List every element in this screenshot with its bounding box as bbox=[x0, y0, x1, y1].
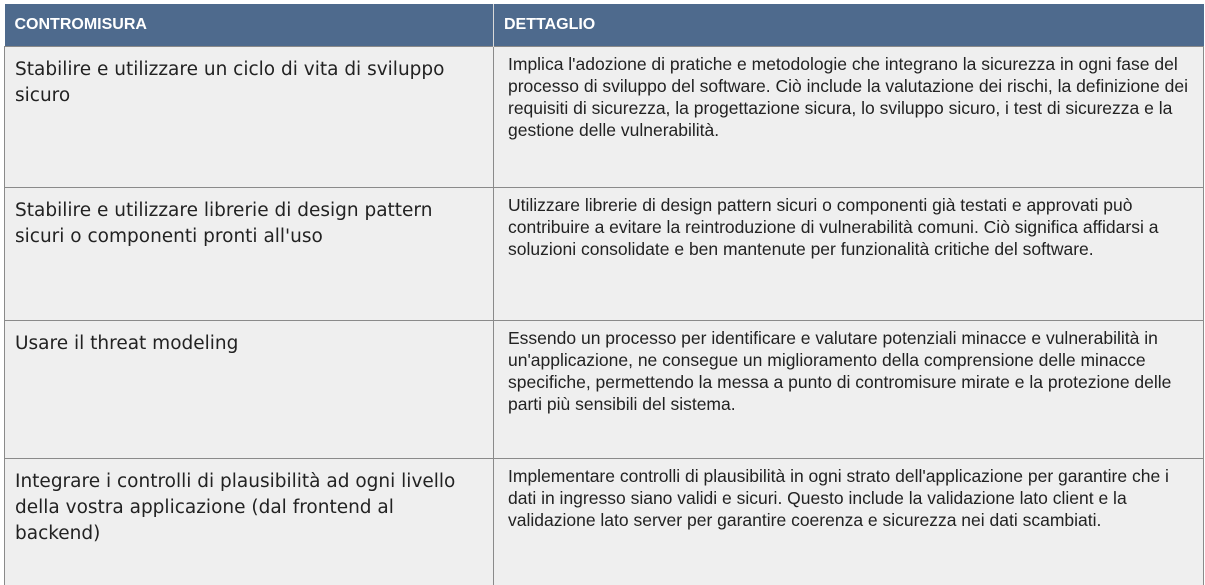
detail-cell: Implementare controlli di plausibilità in ogni strato dell'applicazione per garantire che i dati in ingresso siano validi e sicuri. Questo include la validazione lato client e la validazione lato server per garantire coerenza e sicurezza nei dati scambiati. bbox=[494, 459, 1204, 585]
table-header bbox=[5, 4, 1204, 47]
table-body bbox=[5, 47, 1204, 585]
detail-cell: Implica l'adozione di pratiche e metodologie che integrano la sicurezza in ogni fase del processo di sviluppo del software. Ciò include la valutazione dei rischi, la definizione dei requisiti di sicurezza, la progettazione sicura, lo sviluppo sicuro, i test di sicurezza e la gestione delle vulnerabilità. bbox=[494, 47, 1204, 188]
countermeasure-cell: Integrare i controlli di plausibilità ad ogni livello della vostra applicazione (dal frontend al backend) bbox=[5, 459, 494, 585]
countermeasure-cell: Stabilire e utilizzare librerie di design pattern sicuri o componenti pronti all'uso bbox=[5, 188, 494, 321]
table-row bbox=[5, 321, 1204, 459]
countermeasure-cell: Usare il threat modeling bbox=[5, 321, 494, 459]
header-detail: DETTAGLIO bbox=[494, 4, 1204, 47]
table-row bbox=[5, 459, 1204, 585]
header-countermeasure: CONTROMISURA bbox=[5, 4, 494, 47]
header-row bbox=[5, 4, 1204, 47]
detail-cell: Utilizzare librerie di design pattern sicuri o componenti già testati e approvati può contribuire a evitare la reintroduzione di vulnerabilità comuni. Ciò significa affidarsi a soluzioni consolidate e ben mantenute per funzionalità critiche del software. bbox=[494, 188, 1204, 321]
countermeasure-cell: Stabilire e utilizzare un ciclo di vita di sviluppo sicuro bbox=[5, 47, 494, 188]
table-row bbox=[5, 47, 1204, 188]
detail-cell: Essendo un processo per identificare e valutare potenziali minacce e vulnerabilità in un'applicazione, ne consegue un miglioramento della comprensione delle minacce specifiche, permettendo la messa a punto di contromisure mirate e la protezione delle parti più sensibili del sistema. bbox=[494, 321, 1204, 459]
table-row bbox=[5, 188, 1204, 321]
countermeasures-table-container bbox=[4, 4, 1203, 562]
countermeasures-table bbox=[4, 4, 1204, 585]
